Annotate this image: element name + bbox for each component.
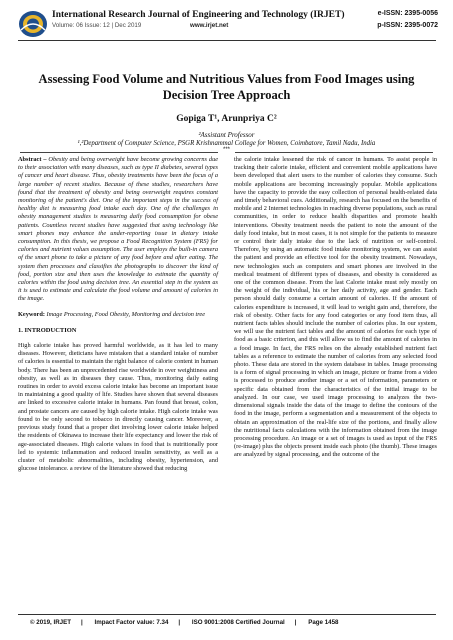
introduction-text: High calorie intake has proved harmful worldwide, as it has led to many diseases. However, dieticians have mistaken that a standard intake of number of calories is essential to maintain the right balance of calorie content in human body. There has been an unprecedented rise worldwide in over weightiness and obesity, as well as in diseases they cause. Thus, monitoring daily eating routines in order to avoid excess calorie intake has become an important issue in maintaining a good quality of life. Studies have shown that several diseases are linked to excessive calorie intake in humans. Pan found that breast, colon, and prostate cancers are caused by high calorie intake. High calorie intake was found to be only second to tobacco in directly causing cancer. Moreover, a previous study found that a proper diet involving lower calorie intake helped the residents of Okinawa to increase their life expectancy and lower the risk of age-associated diseases. High calorie values in food that is nutritionally poor led to systemic inflammation and reduced insulin sensitivity, as well as a cluster of metabolic abnormalities, including obesity, hypertension, and glucose intolerance. a review of the literature showed that reducing bbox=[18, 342, 218, 473]
footer-impact-factor: Impact Factor value: 7.34 bbox=[94, 619, 169, 626]
right-column bbox=[234, 156, 437, 460]
paper-authors: Gopiga T¹, Arunpriya C² bbox=[176, 114, 277, 124]
author-role: ²Assistant Professor bbox=[198, 131, 255, 139]
keywords bbox=[18, 311, 218, 319]
abstract bbox=[18, 156, 218, 304]
author-affiliation: ¹,²Department of Computer Science, PSGR Krishnammal College for Women, Coimbatore, Tamil Nadu, India bbox=[77, 140, 376, 147]
abstract-label: Abstract – bbox=[18, 156, 47, 163]
volume-line bbox=[52, 22, 229, 29]
left-column bbox=[18, 156, 218, 473]
footer-page-number: Page 1458 bbox=[308, 619, 339, 626]
volume-info: Volume: 06 Issue: 12 | Dec 2019 bbox=[52, 22, 142, 29]
irjet-logo-icon bbox=[18, 10, 48, 38]
footer-iso: ISO 9001:2008 Certified Journal bbox=[191, 619, 285, 626]
introduction-continued-text: the calorie intake lessened the risk of cancer in humans. To assist people in tracking their calorie intake, efficient and convenient mobile applications have been developed that alert users to the number of calories they consume. Such mobile applications are becoming increasingly popular. Mobile applications have the capacity to provide the easy collection of personal health-related data and timely behavioral cues. Additionally, research has focused on the benefits of mobile and 2 Internet technologies in reaching diverse populations, such as rural communities, in order to reduce health disparities and promote health interventions. Obesity treatment needs the patient to note the amount of the daily food intake, but in most cases, it is not simple for the patients to measure or control their daily intake due to the lack of nutrition or self-control. Therefore, by using an automatic food intake monitoring system, we can assist the patient and provide an effective tool for the obesity treatment. Nowadays, new technologies such as computers and smart phones are involved in the medical treatment of different types of diseases, and obesity is considered as one of the common disease. From the last Calorie intake must rely mostly on the weight of the individual, his or her daily activity, age and gender. Each person should daily consume a certain amount of calories. If the amount of calories expenditure is increased, it will lead to weight gain and, therefore, the risk of obesity. Other facts for any food categories or any food item thus, all nutrient facts tables should include the number of calories plus. In our system, we will use the nutrient fact tables and the amount of calories for each type of food as a basic criterion, and this will allow us to find the amount of calories in a food image. In fact, the FRS relies on the already established nutrient fact tables as a reference to estimate the number of calories from any selected food photo. These data are stored in the system database in tables. Image processing is a form of signal processing in which an image, picture or frame from a video is processed to produce another image or a set of information, parameters or specific data obtained from the characteristics of the initial image to be analyzed. In our case, we used image processing to analyzes the two-dimensional signals inside the data of the image to define the contours of the food in the image, perform a segmentation and a measurement of the objects to obtain an approximation of the real-life size of the portions, and finally allow the nutritional facts calculations with the information obtained from the image processing procedure. An image or a set of images is used as input of the FRS (re-image) plus the objects present inside each photo (the thumb). These images are analyzed by signal processing, and the outcome of the bbox=[234, 156, 437, 459]
keywords-label: Keyword: bbox=[18, 310, 45, 318]
section-separator bbox=[20, 149, 433, 156]
paper-title bbox=[20, 71, 433, 103]
separator-stars: *** bbox=[222, 147, 230, 153]
footer-copyright: © 2019, IRJET bbox=[30, 619, 72, 626]
e-issn: e-ISSN: 2395-0056 bbox=[377, 10, 438, 17]
footer-divider bbox=[18, 614, 436, 615]
journal-name: International Research Journal of Engineering and Technology (IRJET) bbox=[52, 10, 345, 20]
paper-title-line-2: Decision Tree Approach bbox=[162, 88, 291, 102]
separator-line-right bbox=[235, 152, 433, 153]
page-footer: © 2019, IRJET | Impact Factor value: 7.34 | ISO 9001:2008 Certified Journal | Page 1458 bbox=[30, 619, 339, 626]
p-issn: p-ISSN: 2395-0072 bbox=[377, 22, 438, 29]
paper-title-line-1: Assessing Food Volume and Nutritious Values from Food Images using bbox=[38, 72, 415, 86]
keywords-text: Image Processing, Food Obesity, Monitoring and decision tree bbox=[44, 310, 206, 318]
journal-website-link[interactable]: www.irjet.net bbox=[190, 22, 229, 29]
section-heading-introduction: 1. INTRODUCTION bbox=[18, 326, 77, 334]
header-divider bbox=[18, 40, 436, 41]
journal-header bbox=[18, 10, 438, 40]
abstract-text: Obesity and being overweight have become growing concerns due to their association with many diseases, such as type II diabetes, several types of cancer and heart disease. Thus, obesity treatments have been the focus of a large number of recent studies. Because of these studies, researchers have found that the treatment of obesity and being overweight requires constant monitoring of the patient's diet. One of the important steps in the success of healthy diet is measuring food intake each day. One of the challenges in obesity management studies is measuring daily food consumption for obese patients. Countless recent studies have suggested that using technology like smart phones may enhance the under-reporting issue in dietary intake consumption. In this thesis, we propose a Food Recognition System (FRS) for calories and nutrient values assumption. The user employs the built-in camera of the smart phone to take a picture of any food before and after eating. The system then processes and classifies the photographs to discover the kind of food, portion size and then uses the knowledge to estimate the quantity of calories within the food using decision tree. An essential step in the system as it is used to estimate and calculate the food volume and amount of calories in the image. bbox=[18, 156, 219, 303]
